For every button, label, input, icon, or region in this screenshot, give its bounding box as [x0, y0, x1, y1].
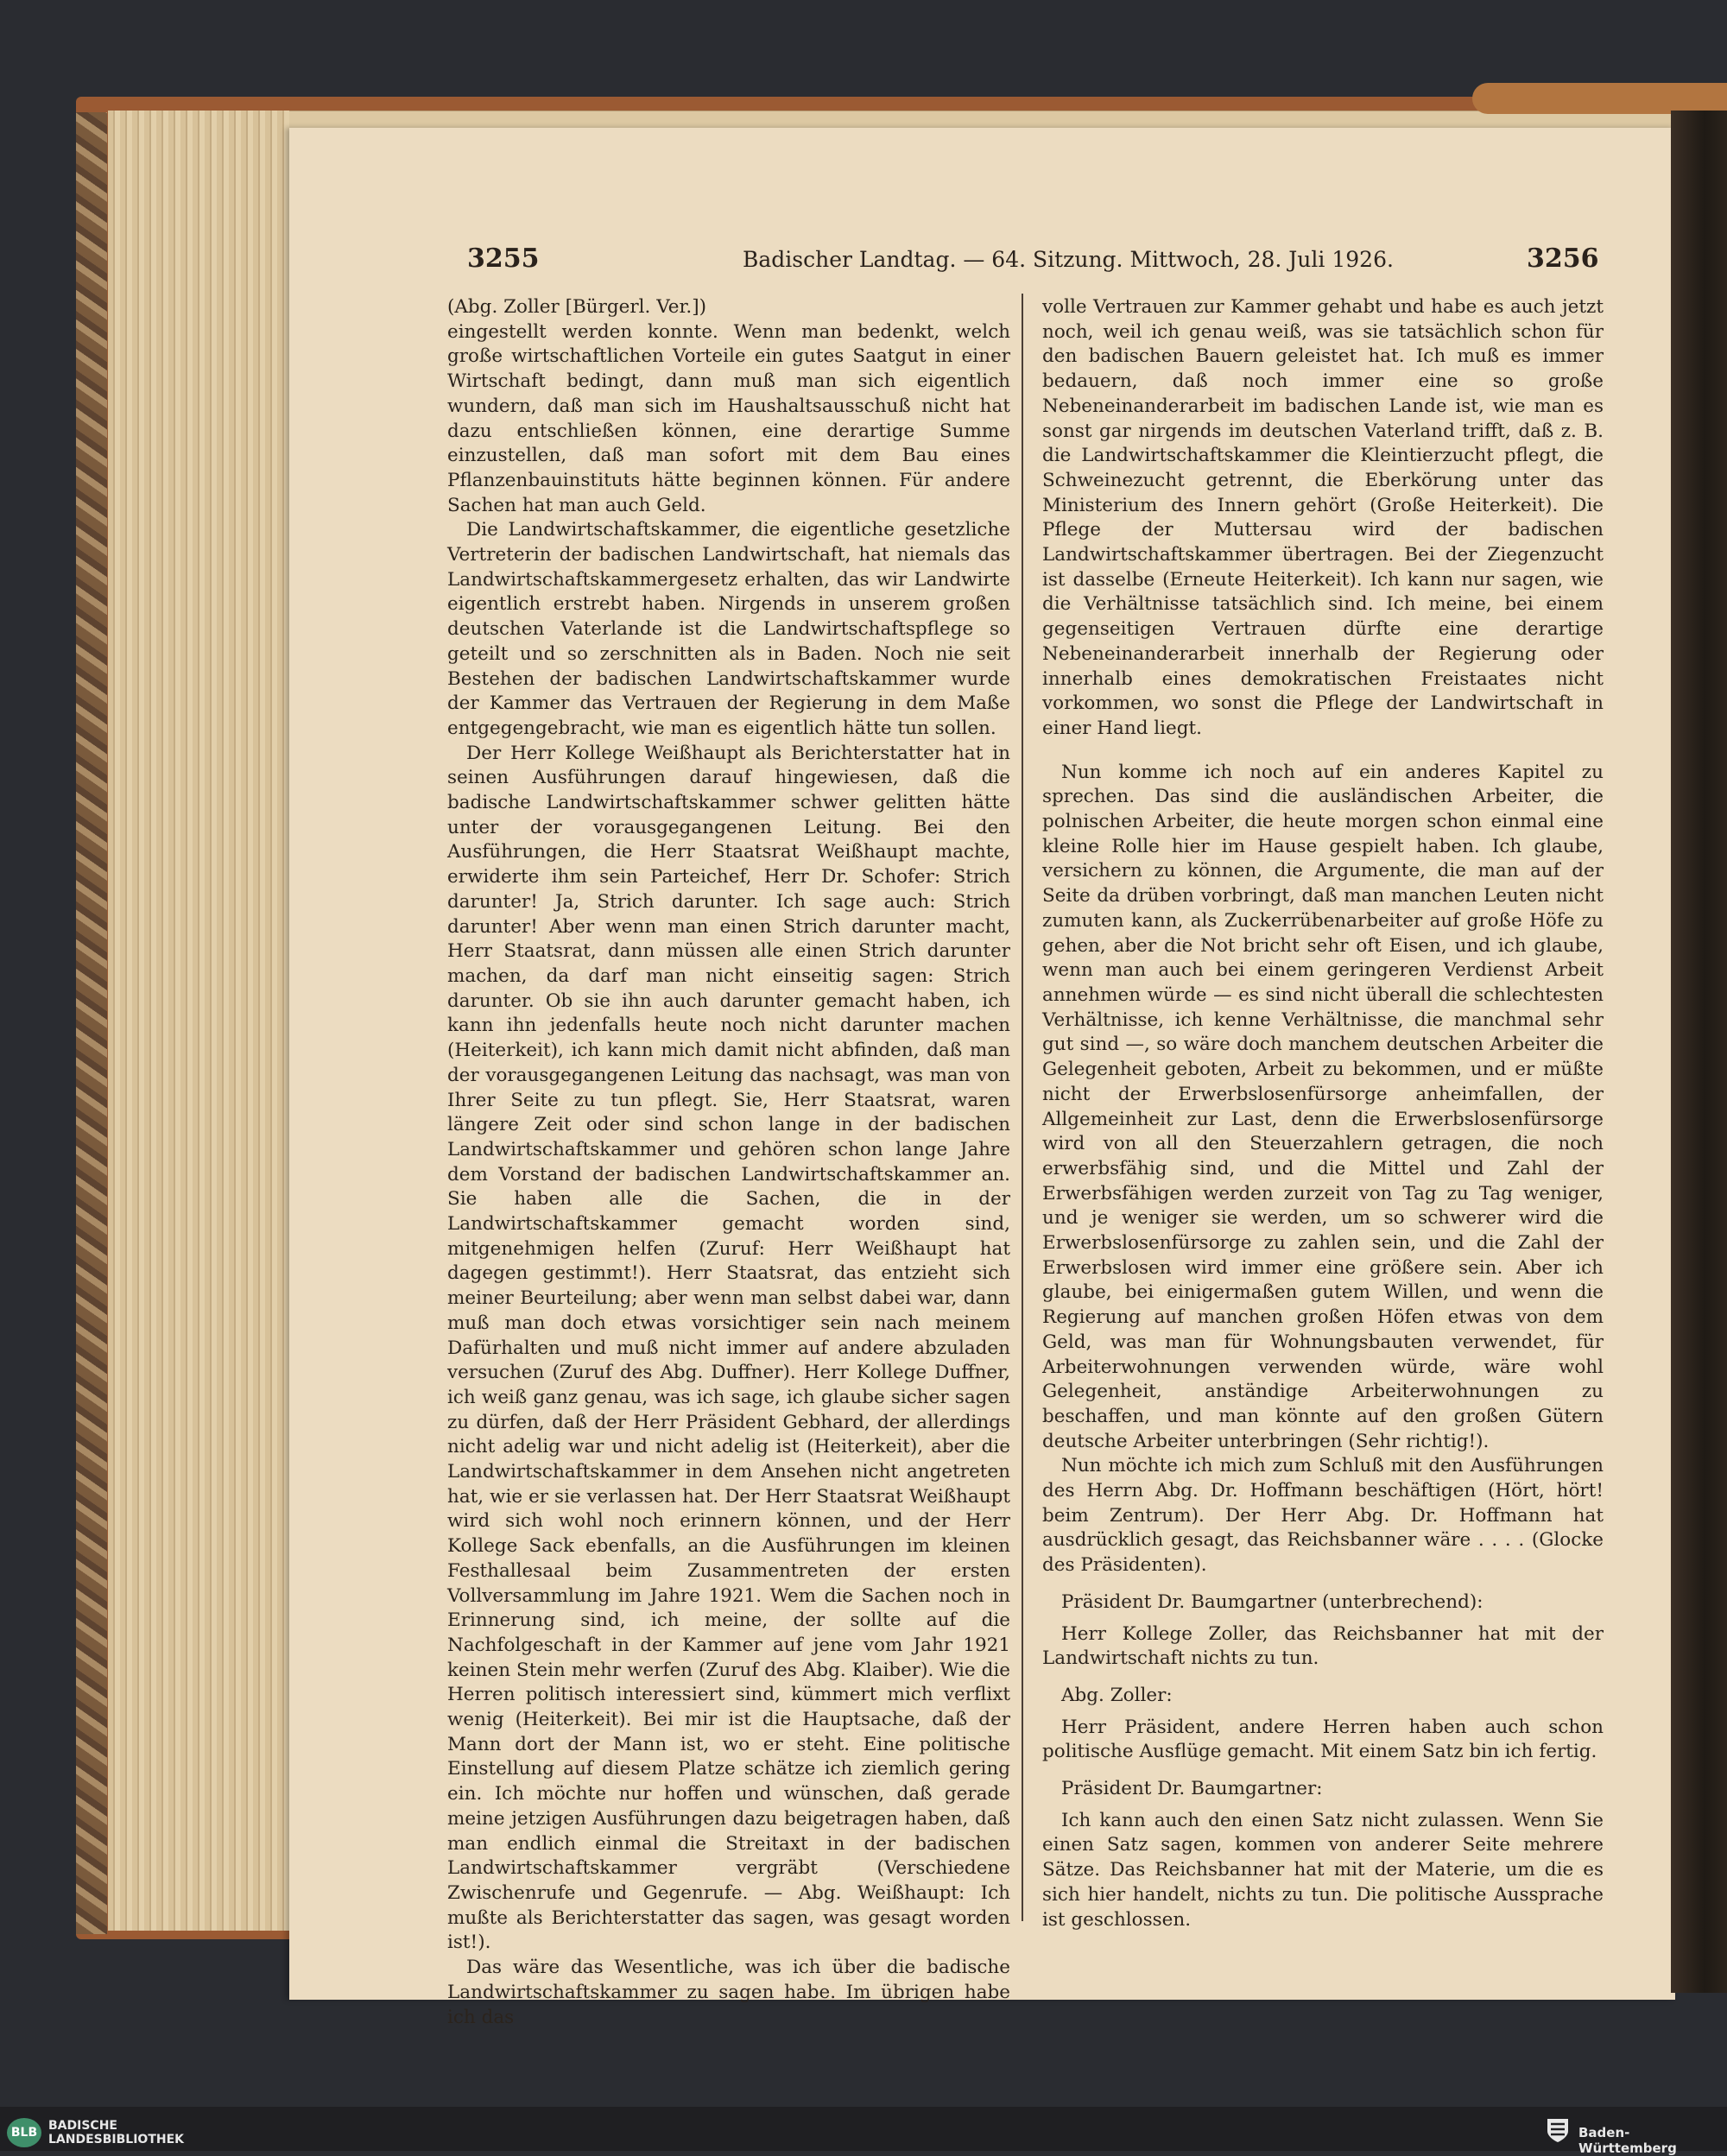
speaker-reference: (Abg. Zoller [Bürgerl. Ver.])	[447, 296, 707, 318]
paragraph: Der Herr Kollege Weißhaupt als Berichterstatter hat in seinen Ausführungen darauf hingewiesen, daß die badische Landwirtschaftskammer schwer gelitten hätte unter der vorausgegangenen Leitung. Bei den Ausführungen, die Herr Staatsrat Weißhaupt machte, erwiderte ihm sein Parteichef, Herr Dr. Schofer: Strich darunter! Ja, Strich darunter. Ich sage auch: Strich darunter! Aber wenn man einen Strich darunter macht, Herr Staatsrat, dann müssen alle einen Strich darunter machen, da darf man nicht einseitig sagen: Strich darunter. Ob sie ihn auch darunter gemacht haben, ich kann ihn jedenfalls heute noch nicht darunter machen (Heiterkeit), ich kann mich damit nicht abfinden, daß man der vorausgegangenen Leitung das nachsagt, was man von Ihrer Seite zu tun pflegt. Sie, Herr Staatsrat, waren längere Zeit oder sind schon lange in der badischen Landwirtschaftskammer und gehören schon lange Jahre dem Vorstand der badischen Landwirtschaftskammer an. Sie haben alle die Sachen, die in der Landwirtschaftskammer gemacht worden sind, mitgenehmigen helfen (Zuruf: Herr Weißhaupt hat dagegen gestimmt!). Herr Staatsrat, das entzieht sich meiner Beurteilung; aber wenn man selbst dabei war, dann muß man doch etwas vorsichtiger sein nach meinem Dafürhalten und muß nicht immer auf andere abzuladen versuchen (Zuruf des Abg. Duffner). Herr Kollege Duffner, ich weiß ganz genau, was ich sage, ich glaube sicher sagen zu dürfen, daß der Herr Präsident Gebhard, der allerdings nicht adelig war und nicht adelig ist (Heiterkeit), aber die Landwirtschaftskammer in dem Ansehen nicht angetreten hat, wie er sie verlassen hat. Der Herr Staatsrat Weißhaupt wird sich wohl noch erinnern können, und der Herr Kollege Sack ebenfalls, an die Ausführungen im kleinen Festhallesaal beim Zusammentreten der ersten Vollversammlung im Jahre 1921. Wem die Sachen noch in Erinnerung sind, ich meine, der sollte auf die Nachfolgeschaft in der Kammer auf jene vom Jahr 1921 keinen Stein mehr werfen (Zuruf des Abg. Klaiber). Wie die Herren politisch interessiert sind, kümmert mich verflixt wenig (Heiterkeit). Bei mir ist die Hauptsache, daß der Mann dort der Mann ist, wo er steht. Eine politische Einstellung auf diesem Platze schätze ich ziemlich gering ein. Ich möchte nur hoffen und wünschen, daß gerade meine jetzigen Ausführungen dazu beigetragen haben, daß man endlich einmal die Streitaxt in der badischen Landwirtschaftskammer vergräbt (Verschiedene Zwischenrufe und Gegenrufe. — Abg. Weißhaupt: Ich mußte als Berichterstatter das sagen, was gesagt worden ist!).	[447, 742, 1010, 1954]
running-header-title: Badischer Landtag. — 64. Sitzung. Mittwoch, 28. Juli 1926.	[743, 247, 1394, 272]
speaker-heading: Präsident Dr. Baumgartner (unterbrechend):	[1061, 1590, 1483, 1613]
coat-of-arms-icon	[1546, 2117, 1570, 2143]
left-page-number: 3255	[467, 243, 540, 274]
speaker-heading: Präsident Dr. Baumgartner:	[1061, 1778, 1323, 1800]
paragraph: Nun komme ich noch auf ein anderes Kapitel zu sprechen. Das sind die ausländischen Arbeiter, die polnischen Arbeiter, die heute morgen schon einmal eine kleine Rolle hier im Hause gespielt haben. Ich glaube, versichern zu können, die Argumente, die man auf der Seite da drüben vorbringt, daß man manchen Leuten nicht zumuten kann, als Zuckerrübenarbeiter auf große Höfe zu gehen, aber die Not bricht sehr oft Eisen, und ich glaube, wenn man auch bei einem geringeren Verdienst Arbeit annehmen würde — es sind nicht überall die schlechtesten Verhältnisse, ich kenne Verhältnisse, die manchmal sehr gut sind —, so wäre doch manchem deutschen Arbeiter die Gelegenheit geboten, Arbeit zu bekommen, und er müßte nicht der Erwerbslosenfürsorge anheimfallen, der Allgemeinheit zur Last, denn die Erwerbslosenfürsorge wird von all den Steuerzahlern getragen, die noch erwerbsfähig sind, und die Mittel und Zahl der Erwerbsfähigen werden zurzeit von Tag zu Tag weniger, und je weniger sie werden, um so schwerer wird die Erwerbslosenfürsorge zu zahlen sein, und die Zahl der Erwerbslosen wird immer eine größere sein. Aber ich glaube, bei einigermaßen gutem Willen, und wenn die Regierung auf manchen großen Höfen etwas von dem Geld, was man für Wohnungsbauten verwendet, für Arbeiterwohnungen verwenden würde, wäre wohl Gelegenheit, anständige Arbeiterwohnungen zu beschaffen, und man könnte auf den großen Gütern deutsche Arbeiter unterbringen (Sehr richtig!).	[1042, 761, 1604, 1452]
bookmark-strap	[1472, 83, 1727, 114]
paragraph: Herr Kollege Zoller, das Reichsbanner hat mit der Landwirtschaft nichts zu tun.	[1042, 1622, 1604, 1670]
paragraph: Ich kann auch den einen Satz nicht zulassen. Wenn Sie einen Satz sagen, kommen von anderer Seite mehrere Sätze. Das Reichsbanner hat mit der Materie, um die es sich hier handelt, nichts zu tun. Die politische Aussprache ist geschlossen.	[1042, 1809, 1604, 1931]
partner-logo-label[interactable]: Baden-Württemberg	[1578, 2125, 1677, 2156]
library-name[interactable]	[48, 2119, 184, 2147]
paragraph: Nun möchte ich mich zum Schluß mit den Ausführungen des Herrn Abg. Dr. Hoffmann beschäftigen (Hört, hört! beim Zentrum). Der Herr Abg. Dr. Hoffmann hat ausdrücklich gesagt, das Reichsbanner wäre . . . . (Glocke des Präsidenten).	[1042, 1455, 1604, 1577]
book-gutter	[1671, 111, 1727, 1993]
speaker-heading: Abg. Zoller:	[1061, 1684, 1173, 1706]
library-name-line1: BADISCHE	[48, 2119, 117, 2133]
column-divider	[1022, 294, 1023, 1921]
library-name-line2: LANDESBIBLIOTHEK	[48, 2133, 185, 2147]
viewer-footer-bar	[0, 2107, 1727, 2151]
paragraph: Die Landwirtschaftskammer, die eigentliche gesetzliche Vertreterin der badischen Landwirtschaft, hat niemals das Landwirtschaftskammergesetz erhalten, das wir Landwirte eigentlich erstrebt haben. Nirgends in unserem großen deutschen Vaterlande ist die Landwirtschaftspflege so geteilt und so zerschnitten als in Baden. Noch nie seit Bestehen der badischen Landwirtschaftskammer wurde der Kammer das Vertrauen der Regierung in dem Maße entgegengebracht, wie man es eigentlich hätte tun sollen.	[447, 519, 1010, 739]
paragraph: eingestellt werden konnte. Wenn man bedenkt, welch große wirtschaftlichen Vorteile ein gutes Saatgut in einer Wirtschaft bedingt, dann muß man sich eigentlich wundern, daß man sich im Haushaltsausschuß nicht hat dazu entschließen können, eine derartige Summe einzustellen, daß man sofort mit dem Bau eines Pflanzenbauinstituts hätte beginnen können. Für andere Sachen hat man auch Geld.	[447, 320, 1010, 516]
paragraph: volle Vertrauen zur Kammer gehabt und habe es auch jetzt noch, weil ich genau weiß, was sie tatsächlich schon für den badischen Bauern geleistet hat. Ich muß es immer bedauern, daß noch immer eine so große Nebeneinanderarbeit im badischen Lande ist, wie man es sonst gar nirgends im deutschen Vaterland trifft, daß z. B. die Landwirtschaftskammer die Kleintierzucht pflegt, die Schweinezucht getrennt, die Eberkörung unter das Ministerium des Innern gehört (Große Heiterkeit). Die Pflege der Muttersau wird der badischen Landwirtschaftskammer übertragen. Bei der Ziegenzucht ist dasselbe (Erneute Heiterkeit). Ich kann nur sagen, wie die Verhältnisse tatsächlich sind. Ich meine, bei einem gegenseitigen Vertrauen dürfte eine derartige Nebeneinanderarbeit innerhalb der Regierung oder innerhalb eines demokratischen Freistaates nicht vorkommen, wo sonst die Pflege der Landwirtschaft in einer Hand liegt.	[1042, 296, 1604, 739]
right-text-column	[1042, 295, 1604, 1932]
left-text-column	[447, 295, 1010, 2030]
paragraph: Herr Präsident, andere Herren haben auch schon politische Ausflüge gemacht. Mit einem Satz bin ich fertig.	[1042, 1716, 1604, 1763]
blb-logo-icon[interactable]: BLB	[7, 2118, 41, 2147]
paragraph: Das wäre das Wesentliche, was ich über die badische Landwirtschaftskammer zu sagen habe. Im übrigen habe ich das	[447, 1957, 1010, 2028]
marbled-edge	[76, 112, 107, 1934]
right-page-number: 3256	[1527, 243, 1599, 274]
